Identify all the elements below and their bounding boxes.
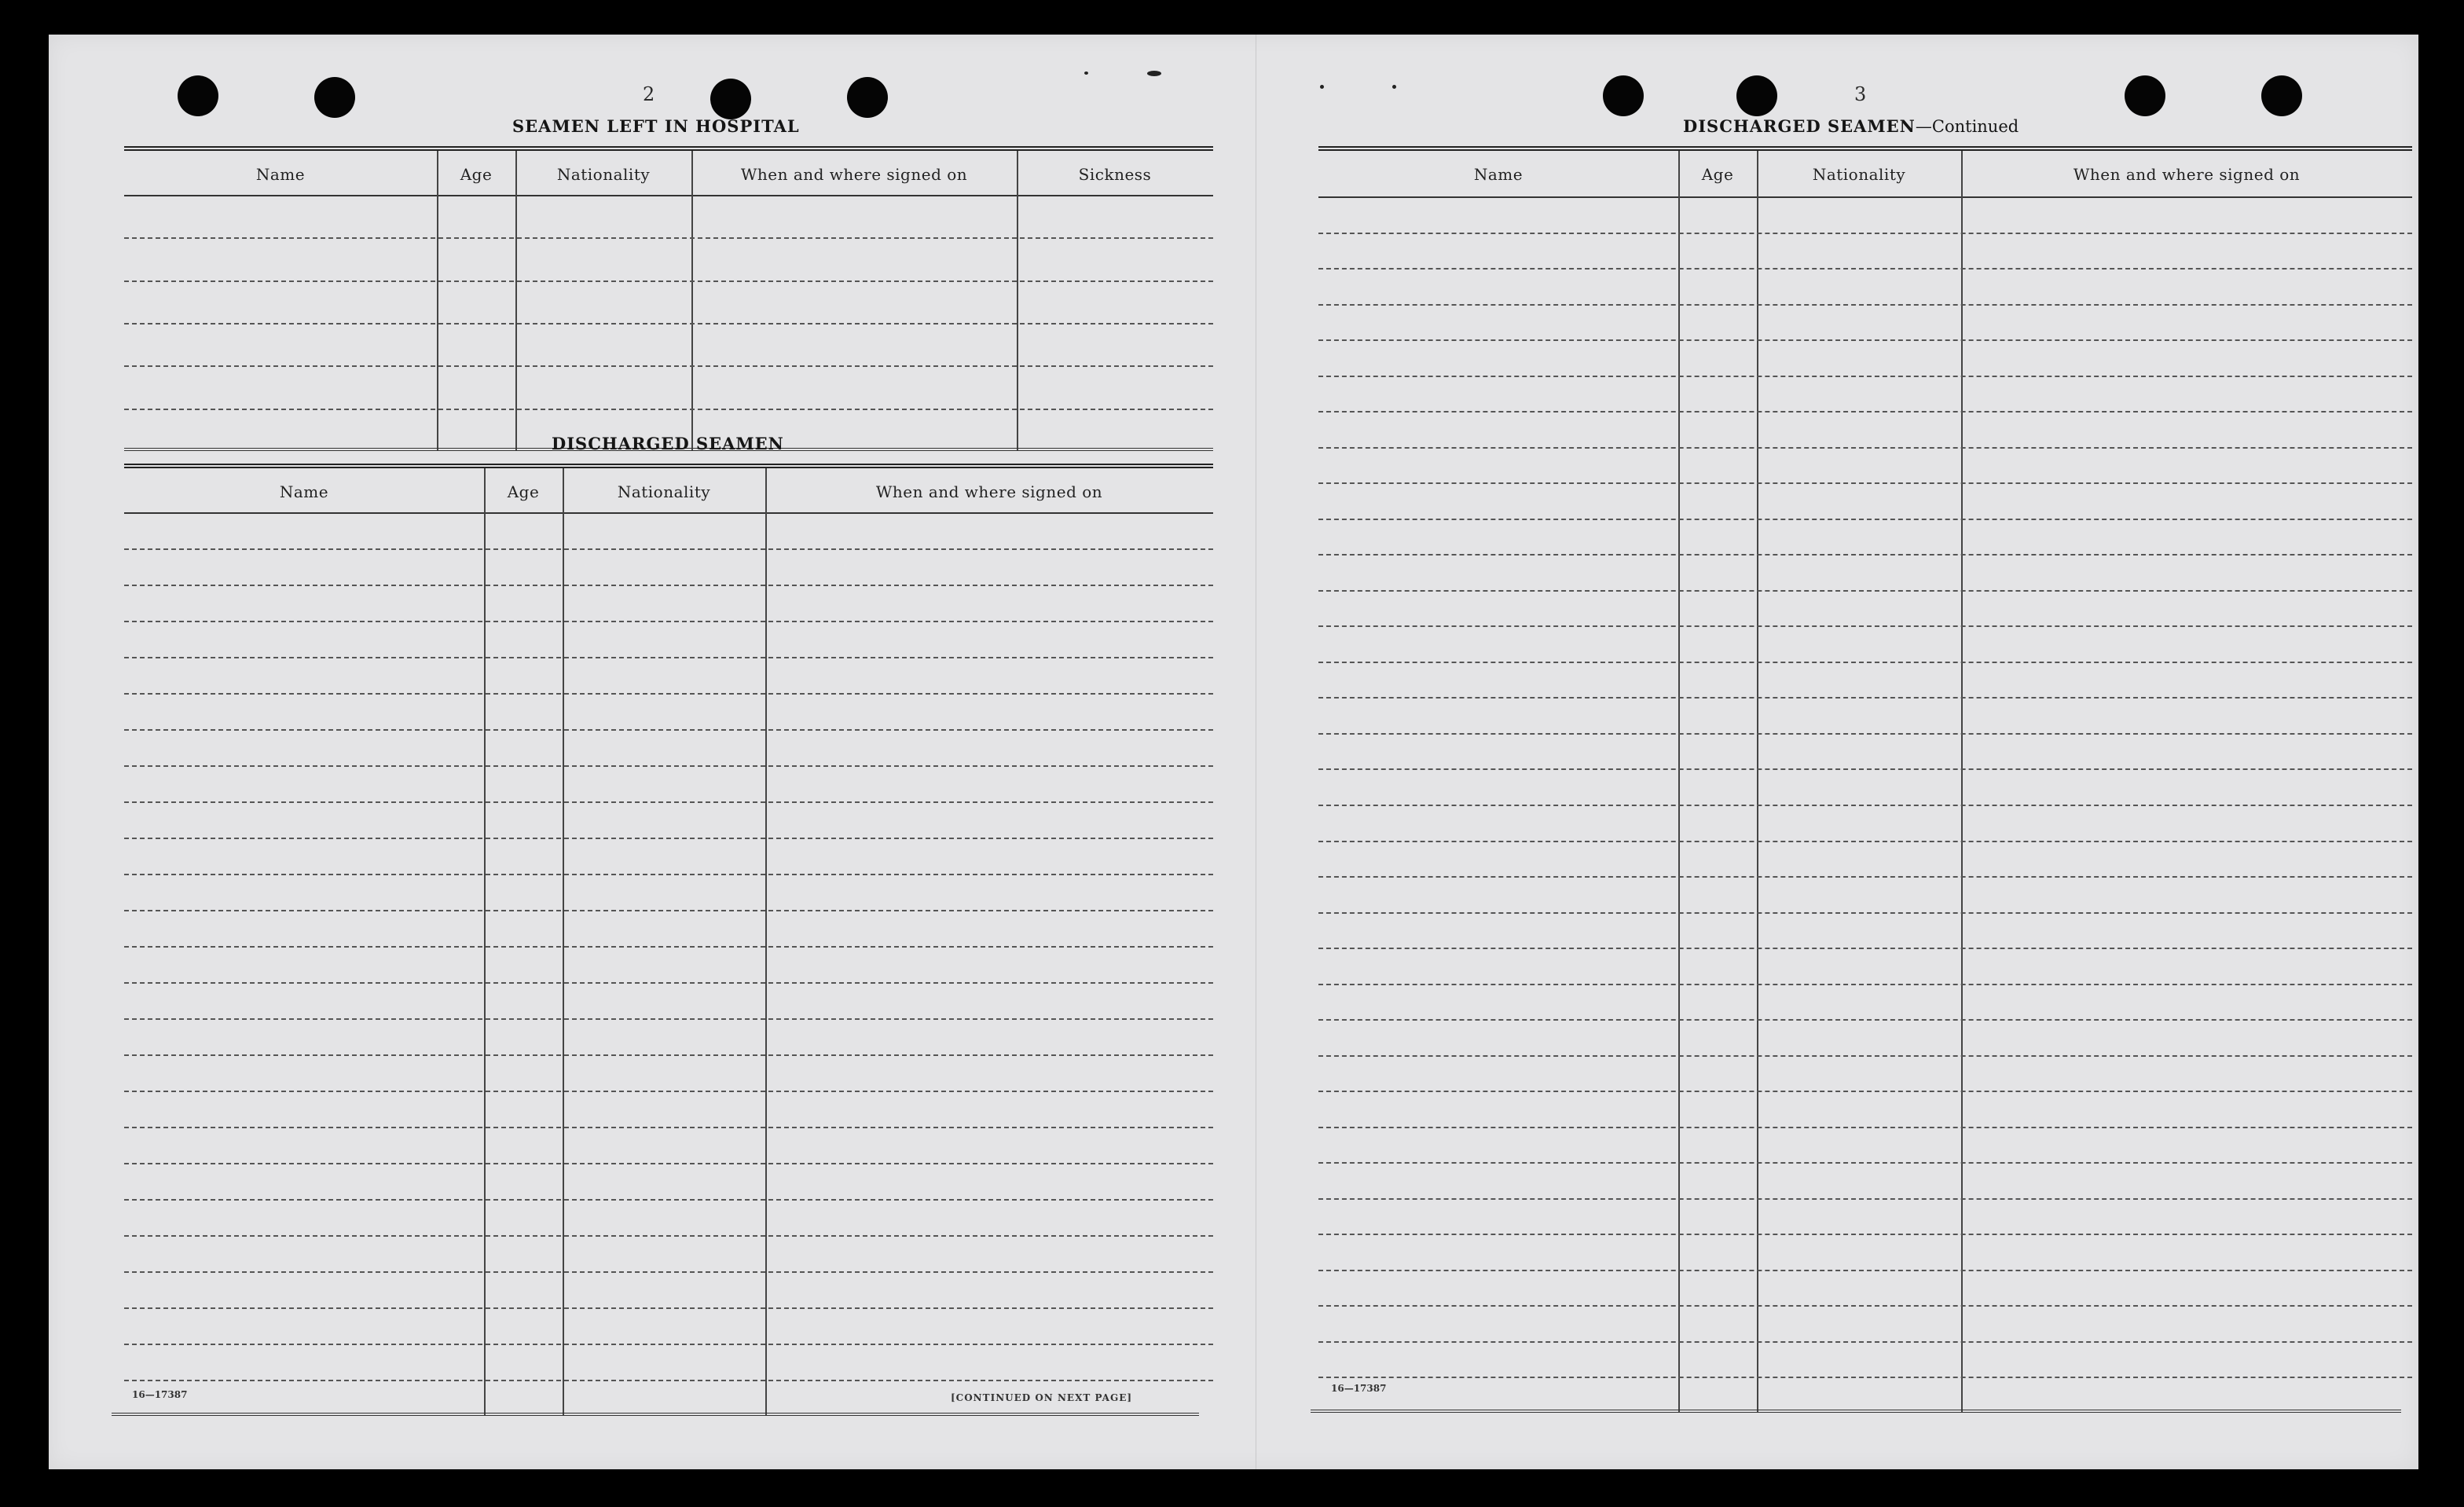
entry-row-line (124, 365, 1213, 367)
entry-row-line (1318, 768, 2412, 770)
column-header-age: Age (460, 165, 493, 184)
entry-row-line (1318, 1019, 2412, 1021)
entry-row-line (124, 1344, 1213, 1345)
column-divider (563, 468, 564, 1416)
ink-mark (1147, 71, 1161, 76)
continued-note: [CONTINUED ON NEXT PAGE] (951, 1392, 1133, 1403)
entry-row-line (124, 621, 1213, 622)
punch-hole (178, 75, 218, 116)
entry-row-line (124, 801, 1213, 803)
entry-row-line (124, 1271, 1213, 1273)
form-sheet (49, 35, 2418, 1469)
form-number-left: 16—17387 (132, 1389, 188, 1400)
discharged-table (124, 464, 1213, 1416)
discharged-continued-title (1683, 116, 2018, 136)
entry-row-line (1318, 662, 2412, 663)
column-header-name: Name (255, 165, 306, 184)
entry-row-line (124, 765, 1213, 767)
entry-row-line (124, 1307, 1213, 1309)
column-divider (515, 151, 517, 451)
form-number-right: 16—17387 (1331, 1383, 1387, 1394)
entry-row-line (1318, 304, 2412, 306)
entry-row-line (124, 1163, 1213, 1164)
column-header-nationality: Nationality (1812, 165, 1906, 184)
entry-row-line (124, 874, 1213, 875)
column-divider (437, 151, 438, 451)
table-bottom-rule (1311, 1410, 2401, 1413)
entry-row-line (1318, 1198, 2412, 1200)
entry-row-line (124, 409, 1213, 410)
entry-row-line (1318, 984, 2412, 985)
column-divider (1017, 151, 1018, 451)
ink-mark (1320, 85, 1324, 89)
entry-row-line (124, 323, 1213, 324)
punch-hole (2125, 75, 2165, 116)
entry-row-line (1318, 805, 2412, 806)
ink-mark (1392, 85, 1396, 89)
entry-row-line (1318, 233, 2412, 234)
column-header-name: Name (1473, 165, 1524, 184)
entry-row-line (124, 585, 1213, 586)
column-header-signed-on: When and where signed on (875, 482, 1103, 501)
punch-hole (710, 79, 751, 119)
entry-row-line (1318, 339, 2412, 341)
entry-row-line (124, 280, 1213, 282)
entry-row-line (1318, 697, 2412, 698)
entry-row-line (1318, 1127, 2412, 1128)
column-header-sickness: Sickness (1078, 165, 1152, 184)
entry-row-line (1318, 1270, 2412, 1271)
entry-row-line (124, 1127, 1213, 1128)
title-continued: —Continued (1915, 117, 2019, 136)
table-header (124, 151, 1213, 196)
entry-row-line (1318, 519, 2412, 520)
discharged-section-title: DISCHARGED SEAMEN (552, 434, 784, 453)
entry-row-line (1318, 733, 2412, 735)
column-header-signed-on: When and where signed on (2073, 165, 2301, 184)
entry-row-line (124, 657, 1213, 658)
entry-row-line (124, 548, 1213, 550)
hospital-table (124, 146, 1213, 451)
entry-row-line (1318, 590, 2412, 592)
entry-row-line (1318, 1341, 2412, 1343)
entry-row-line (124, 838, 1213, 839)
entry-row-line (124, 946, 1213, 948)
entry-row-line (124, 1054, 1213, 1056)
entry-row-line (1318, 411, 2412, 412)
column-divider (484, 468, 486, 1416)
column-header-age: Age (1701, 165, 1734, 184)
column-header-signed-on: When and where signed on (740, 165, 968, 184)
entry-row-line (1318, 876, 2412, 878)
punch-hole (847, 77, 888, 118)
entry-row-line (1318, 447, 2412, 449)
column-header-age: Age (507, 482, 540, 501)
page-number-left: 2 (643, 83, 655, 105)
column-header-nationality: Nationality (617, 482, 711, 501)
entry-row-line (124, 1380, 1213, 1381)
table-header (1318, 151, 2412, 198)
entry-row-line (124, 982, 1213, 984)
page-number-right: 3 (1854, 83, 1867, 105)
entry-row-line (1318, 1091, 2412, 1092)
entry-row-line (124, 1235, 1213, 1237)
punch-hole (1736, 75, 1777, 116)
entry-row-line (124, 1199, 1213, 1201)
table-header (124, 468, 1213, 514)
column-divider (765, 468, 767, 1416)
column-header-nationality: Nationality (556, 165, 651, 184)
entry-row-line (1318, 554, 2412, 556)
column-header-name: Name (279, 482, 329, 501)
discharged-continued-table (1318, 146, 2412, 1413)
entry-row-line (124, 910, 1213, 911)
column-divider (691, 151, 693, 451)
entry-row-line (1318, 376, 2412, 377)
entry-row-line (1318, 1305, 2412, 1307)
entry-row-line (124, 1018, 1213, 1020)
entry-row-line (124, 1091, 1213, 1092)
hospital-section-title: SEAMEN LEFT IN HOSPITAL (512, 116, 800, 136)
entry-row-line (1318, 1377, 2412, 1378)
entry-row-line (124, 729, 1213, 731)
table-bottom-rule (112, 1413, 1199, 1416)
title-main: DISCHARGED SEAMEN (1683, 116, 1916, 136)
entry-row-line (1318, 625, 2412, 627)
entry-row-line (1318, 1234, 2412, 1235)
entry-row-line (1318, 948, 2412, 949)
punch-hole (314, 77, 355, 118)
entry-row-line (1318, 912, 2412, 914)
ink-mark (1084, 72, 1088, 75)
entry-row-line (1318, 1162, 2412, 1164)
entry-row-line (124, 237, 1213, 239)
punch-hole (2261, 75, 2302, 116)
punch-hole (1603, 75, 1644, 116)
entry-row-line (1318, 482, 2412, 484)
entry-row-line (124, 693, 1213, 695)
entry-row-line (1318, 1055, 2412, 1057)
entry-row-line (1318, 841, 2412, 842)
entry-row-line (1318, 268, 2412, 270)
